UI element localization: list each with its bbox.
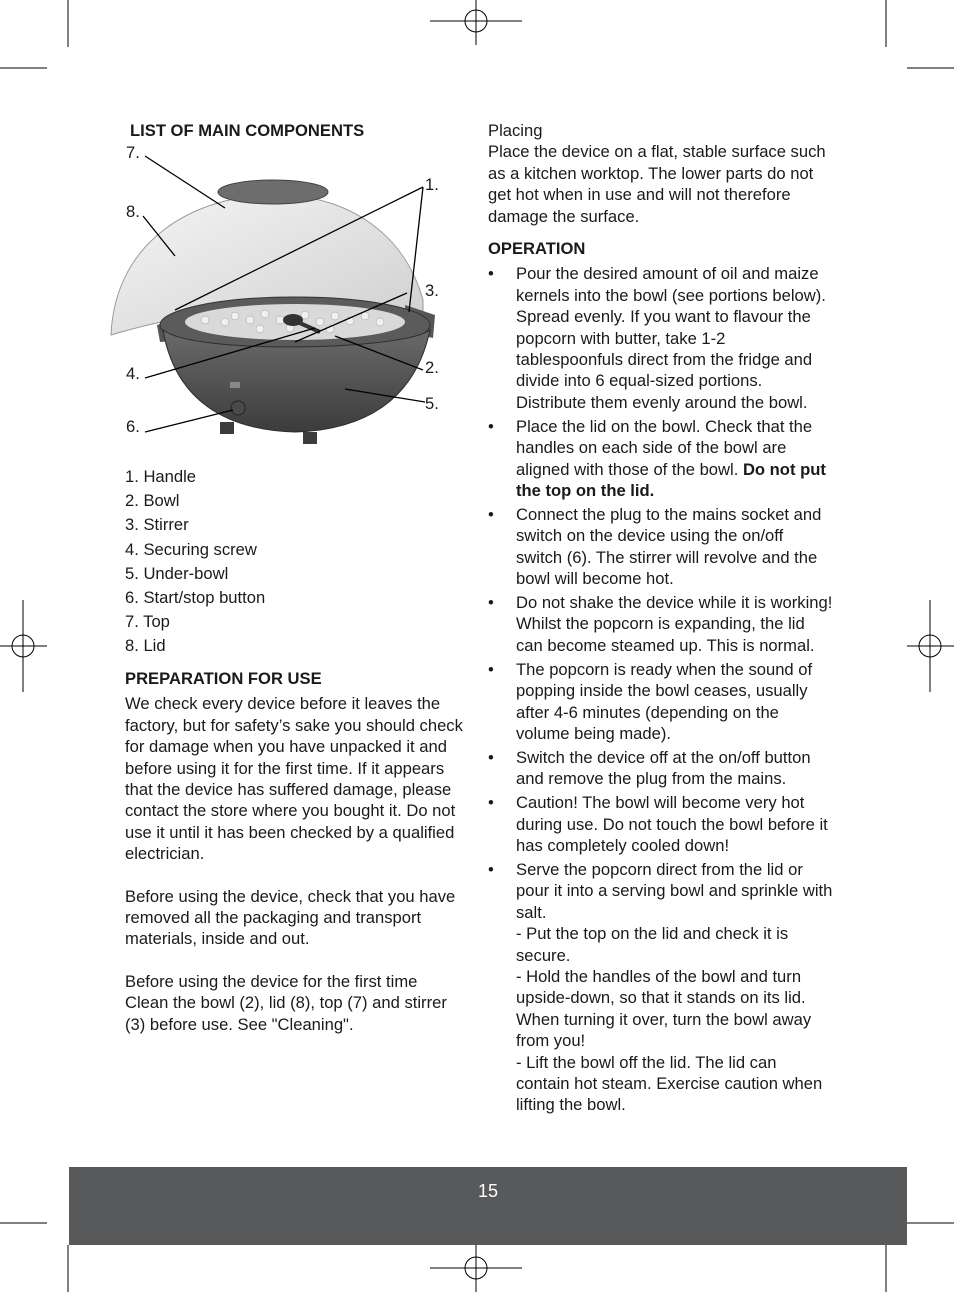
bullet-icon: •: [488, 859, 494, 879]
callout-5: 5.: [425, 394, 439, 413]
callout-7: 7.: [126, 143, 140, 162]
operation-step: • Caution! The bowl will become very hot during use. Do not touch the bowl before it has completely cooled down!: [488, 793, 828, 855]
callout-2: 2.: [425, 358, 439, 377]
component-item: 3. Stirrer: [125, 515, 189, 535]
bullet-icon: •: [488, 747, 494, 767]
first-time-paragraph: Clean the bowl (2), lid (8), top (7) and stirrer (3) before use. See "Cleaning".: [125, 993, 447, 1034]
bullet-icon: •: [488, 793, 494, 813]
page-footer-bar: [69, 1167, 907, 1245]
bullet-icon: •: [488, 593, 494, 613]
bullet-icon: •: [488, 416, 494, 436]
callout-1: 1.: [425, 175, 439, 194]
placing-section: [488, 120, 833, 227]
callout-4: 4.: [126, 364, 140, 383]
bullet-icon: •: [488, 659, 494, 679]
operation-step: • Connect the plug to the mains socket and switch on the device using the on/off switch (6). The stirrer will revolve and the bowl will become hot.: [488, 504, 822, 589]
components-list: [125, 465, 265, 659]
component-item: 7. Top: [125, 612, 170, 632]
popcorn-maker-figure: [105, 143, 445, 450]
serving-substep: - Hold the handles of the bowl and turn upside-down, so that it stands on its lid. When turning it over, turn the bowl away from you!: [516, 966, 812, 1051]
right-column: [488, 120, 833, 1118]
operation-step: • Place the lid on the bowl. Check that the handles on each side of the bowl are aligned with those of the bowl. Do not put the top on the lid.: [488, 416, 826, 500]
callout-6: 6.: [126, 417, 140, 436]
page-number: 15: [477, 1181, 499, 1201]
preparation-heading: PREPARATION FOR USE: [125, 669, 322, 688]
placing-paragraph: Place the device on a flat, stable surface such as a kitchen worktop. The lower parts do not get hot when in use and will not therefore damage the surface.: [488, 142, 826, 226]
serving-substep: - Put the top on the lid and check it is secure.: [516, 924, 789, 965]
bullet-icon: •: [488, 504, 494, 524]
component-item: 5. Under-bowl: [125, 563, 229, 583]
serving-substep: - Lift the bowl off the lid. The lid can contain hot steam. Exercise caution when lifting the bowl.: [516, 1052, 823, 1115]
operation-step: • Pour the desired amount of oil and maize kernels into the bowl (see portions below). Spread evenly. If you want to flavour the popcorn with butter, take 1-2 tablespoonfuls direct from the fridge and divide into 6 equal-sized portions. Distribute them evenly around the bowl.: [488, 264, 826, 412]
component-item: 1. Handle: [125, 467, 197, 486]
operation-step: • Switch the device off at the on/off button and remove the plug from the mains.: [488, 747, 811, 789]
operation-section: [488, 238, 833, 1116]
bullet-icon: •: [488, 264, 494, 284]
operation-step: • Serve the popcorn direct from the lid or pour it into a serving bowl and sprinkle with salt. - Put the top on the lid and check it is secure. - Hold the handles of the bowl and turn upside-down, so that it stands on its lid. When turning it over, turn the bowl away from you! - Lift the bowl off the lid. The lid can contain hot steam. Exercise caution when lifting the bowl.: [488, 859, 833, 1115]
callout-8: 8.: [126, 202, 140, 221]
components-heading: LIST OF MAIN COMPONENTS: [130, 121, 365, 140]
component-item: 4. Securing screw: [125, 539, 257, 559]
operation-step: • The popcorn is ready when the sound of popping inside the bowl ceases, usually after 4-6 minutes (depending on the volume being made).: [488, 659, 813, 743]
packaging-paragraph: Before using the device, check that you have removed all the packaging and transport materials, inside and out.: [125, 886, 456, 949]
operation-list: [488, 263, 833, 1115]
callout-3: 3.: [425, 281, 439, 300]
warning-text: Do not put the top on the lid.: [516, 459, 826, 500]
operation-heading: OPERATION: [488, 239, 586, 259]
component-item: 8. Lid: [125, 636, 166, 656]
preparation-paragraph: We check every device before it leaves the factory, but for safety’s sake you should check for damage when you have unpacked it and before using it for the first time. If it appears that the device has suffered damage, please contact the store where you bought it. Do not use it until it has been checked by a qualified electrician.: [125, 694, 463, 864]
component-item: 6. Start/stop button: [125, 588, 266, 608]
first-time-heading: Before using the device for the first time: [125, 971, 418, 991]
preparation-section: [125, 668, 470, 1035]
placing-heading: Placing: [488, 121, 543, 140]
component-item: 2. Bowl: [125, 491, 180, 511]
operation-step: • Do not shake the device while it is working! Whilst the popcorn is expanding, the lid can become steamed up. This is normal.: [488, 593, 833, 655]
popcorn-maker-illustration: [105, 150, 445, 450]
